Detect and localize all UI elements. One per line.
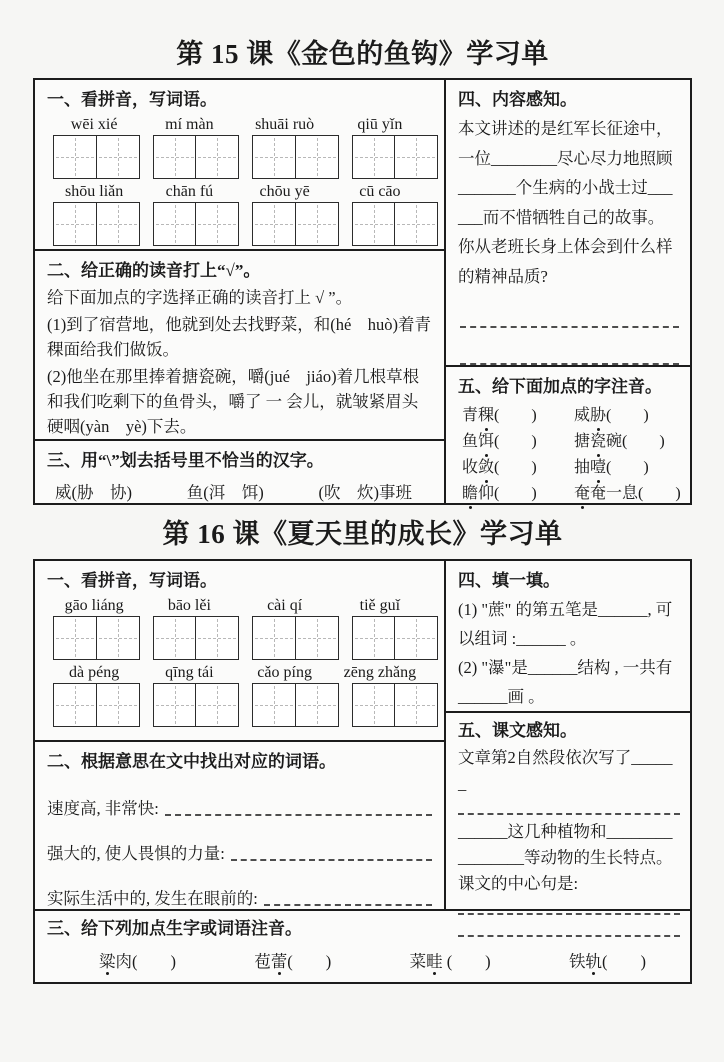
definition-label: 强大的, 使人畏惧的力量: xyxy=(47,844,225,863)
sheet1-right-column xyxy=(446,80,691,503)
dotted-character: 稞 xyxy=(478,403,494,428)
answer-line xyxy=(458,797,680,815)
definition-label: 速度高, 非常快: xyxy=(47,799,159,818)
answer-line xyxy=(460,291,679,328)
tian-zi-ge-cell xyxy=(153,616,197,660)
tian-zi-ge-cell xyxy=(195,202,239,246)
word-box-group xyxy=(252,135,339,179)
word-box-group xyxy=(352,135,439,179)
pinyin-label: dà péng xyxy=(69,664,120,681)
tian-zi-ge-cell xyxy=(295,683,339,727)
pinyin-label: qīng tái xyxy=(165,664,214,681)
answer-line xyxy=(460,328,679,365)
word-box-group xyxy=(53,616,140,660)
word-box-group xyxy=(352,616,439,660)
pinyin-writing-grid xyxy=(47,597,434,727)
pinyin-label: bāo lěi xyxy=(167,597,211,614)
dotted-character: 轨 xyxy=(585,948,602,972)
tian-zi-ge-cell xyxy=(252,135,296,179)
section-header: 五、课文感知。 xyxy=(458,721,577,740)
dotted-character: 奄 xyxy=(574,481,590,506)
pinyin-label: wēi xié xyxy=(70,116,118,133)
sheet2-top-row xyxy=(35,561,690,909)
annotate-pinyin-row xyxy=(47,943,680,972)
character-choice-row xyxy=(47,475,434,503)
worksheet-page xyxy=(0,38,724,1062)
definition-line xyxy=(47,795,434,819)
answer-line xyxy=(165,814,432,816)
tian-zi-ge-cell xyxy=(252,202,296,246)
tian-zi-ge-cell xyxy=(153,202,197,246)
dotted-character: 瞻 xyxy=(462,481,478,506)
text-line: (2)他坐在那里捧着搪瓷碗，嚼(jué jiáo)着几根草根和我们吃剩下的鱼骨头，嚼了 一 会儿，就皱紧眉头硬咽(yàn yè)下去。 xyxy=(47,367,420,436)
pinyin-label: cū cāo xyxy=(359,183,401,200)
tian-zi-ge-cell xyxy=(295,616,339,660)
word-box-group xyxy=(53,202,140,246)
tian-zi-ge-cell xyxy=(195,683,239,727)
annotate-item: 搪瓷碗( ) xyxy=(574,429,681,454)
pinyin-writing-grid xyxy=(47,116,434,246)
text-line: (1) "蔗" 的第五笔是______, 可以组词 :______ 。 xyxy=(458,600,673,648)
word-box-group xyxy=(53,683,140,727)
dotted-character: 敛 xyxy=(478,455,494,480)
sheet2-section-find-words-by-meaning xyxy=(35,742,444,909)
writing-grid-row xyxy=(47,135,434,179)
annotate-item: 铁轨( ) xyxy=(569,948,646,972)
sheet2-table xyxy=(33,559,692,984)
annotate-item: 苞蕾( ) xyxy=(254,948,331,972)
annotate-pinyin-grid xyxy=(458,401,681,506)
tian-zi-ge-cell xyxy=(195,616,239,660)
tian-zi-ge-cell xyxy=(252,683,296,727)
sheet2-section-annotate-pinyin xyxy=(35,909,690,982)
writing-grid-row xyxy=(47,683,434,727)
section-header: 三、给下列加点生字或词语注音。 xyxy=(47,919,302,938)
text-line: (1)到了宿营地，他就到处去找野菜，和(hé huò)着青稞面给我们做饭。 xyxy=(47,315,432,359)
tian-zi-ge-cell xyxy=(53,616,97,660)
tian-zi-ge-cell xyxy=(96,683,140,727)
answer-line xyxy=(231,859,432,861)
annotate-item: 青稞( ) xyxy=(462,403,574,428)
section-header: 一、看拼音，写词语。 xyxy=(47,90,217,109)
pinyin-label: chān fú xyxy=(165,183,214,200)
pinyin-label: shōu liǎn xyxy=(65,183,124,200)
pinyin-label: zēng zhǎng xyxy=(343,664,417,681)
annotate-item: 收敛( ) xyxy=(462,455,574,480)
sheet2-section-text-comprehension xyxy=(446,713,690,941)
tian-zi-ge-cell xyxy=(252,616,296,660)
annotate-item: 粱肉( ) xyxy=(99,948,176,972)
sheet2-left-column xyxy=(35,561,446,909)
definition-label: 实际生活中的, 发生在眼前的: xyxy=(47,889,258,908)
word-box-group xyxy=(252,616,339,660)
pinyin-row xyxy=(47,183,434,201)
sheet2-section-pinyin-words xyxy=(35,561,444,742)
pinyin-label: cǎo píng xyxy=(257,664,312,681)
sheet1-section-pinyin-words xyxy=(35,80,444,251)
word-box-group xyxy=(153,683,240,727)
tian-zi-ge-cell xyxy=(53,202,97,246)
section-header: 一、看拼音，写词语。 xyxy=(47,571,217,590)
pinyin-row xyxy=(47,664,434,682)
text-line: (2) "瀑"是______结构 , 一共有______画 。 xyxy=(458,658,673,706)
pinyin-label: mí màn xyxy=(165,116,214,133)
pinyin-label: tiě guǐ xyxy=(359,597,401,614)
word-box-group xyxy=(352,202,439,246)
writing-grid-row xyxy=(47,202,434,246)
pinyin-label: shuāi ruò xyxy=(255,116,315,133)
text-line: ________等动物的生长特点。 xyxy=(458,848,673,867)
answer-line xyxy=(264,904,432,906)
tian-zi-ge-cell xyxy=(394,616,438,660)
tian-zi-ge-cell xyxy=(352,616,396,660)
definition-line xyxy=(47,885,434,909)
sheet1-section-choose-pronunciation xyxy=(35,251,444,441)
annotate-item: 鱼(洱 饵) xyxy=(186,483,264,502)
word-box-group xyxy=(352,683,439,727)
tian-zi-ge-cell xyxy=(96,202,140,246)
annotate-item: 瞻仰( ) xyxy=(462,481,574,506)
annotate-item: 鱼饵( ) xyxy=(462,429,574,454)
tian-zi-ge-cell xyxy=(352,135,396,179)
text-line: 本文讲述的是红军长征途中，一位________尽心尽力地照顾_______个生病的小战士过______而不惜牺牲自己的故事。你从老班长身上体会到什么样的精神品质? xyxy=(458,119,673,286)
word-box-group xyxy=(153,616,240,660)
section-header: 三、用“\”划去括号里不恰当的汉字。 xyxy=(47,451,324,470)
tian-zi-ge-cell xyxy=(394,135,438,179)
dotted-character: 畦 xyxy=(426,948,443,972)
writing-grid-row xyxy=(47,616,434,660)
annotate-item: (吹 炊)事班 xyxy=(318,483,412,502)
exercise-text xyxy=(47,285,434,439)
definition-line xyxy=(47,840,434,864)
fill-in-text xyxy=(458,595,680,711)
pinyin-row xyxy=(47,116,434,134)
section-header: 四、填一填。 xyxy=(458,571,560,590)
tian-zi-ge-cell xyxy=(394,683,438,727)
sheet1-section-content-comprehension xyxy=(446,80,691,367)
section-header: 二、给正确的读音打上“√”。 xyxy=(47,261,261,280)
dotted-character: 蕾 xyxy=(271,948,288,972)
annotate-item: 奄奄一息( ) xyxy=(574,481,681,506)
tian-zi-ge-cell xyxy=(53,683,97,727)
definition-lines xyxy=(47,795,434,909)
dotted-character: 噎 xyxy=(590,455,606,480)
word-box-group xyxy=(252,202,339,246)
sheet1-section-cross-out-wrong-character xyxy=(35,441,444,503)
sheet1-table xyxy=(33,78,692,505)
dotted-character: 饵 xyxy=(478,429,494,454)
tian-zi-ge-cell xyxy=(53,135,97,179)
annotate-item: 抽噎( ) xyxy=(574,455,681,480)
tian-zi-ge-cell xyxy=(153,683,197,727)
pinyin-label: qiū yǐn xyxy=(357,116,403,133)
word-box-group xyxy=(153,135,240,179)
tian-zi-ge-cell xyxy=(352,683,396,727)
pinyin-label: cài qí xyxy=(267,597,303,614)
tian-zi-ge-cell xyxy=(295,202,339,246)
sheet2-right-column xyxy=(446,561,690,909)
pinyin-label: chōu yē xyxy=(259,183,310,200)
comprehension-text xyxy=(458,114,681,365)
annotate-item: 菜畦 ( ) xyxy=(410,948,491,972)
sheet1-section-annotate-pinyin xyxy=(446,367,691,506)
text-line: ______这几种植物和________ xyxy=(458,822,673,841)
word-box-group xyxy=(252,683,339,727)
word-box-group xyxy=(53,135,140,179)
tian-zi-ge-cell xyxy=(295,135,339,179)
annotate-item: 威(胁 协) xyxy=(55,483,132,502)
text-line: 文章第2自然段依次写了______ xyxy=(458,748,673,793)
sheet1-left-column xyxy=(35,80,446,503)
annotate-item: 威胁( ) xyxy=(574,403,681,428)
word-box-group xyxy=(153,202,240,246)
tian-zi-ge-cell xyxy=(195,135,239,179)
pinyin-label: gāo liáng xyxy=(64,597,124,614)
tian-zi-ge-cell xyxy=(96,135,140,179)
dotted-character: 瓷 xyxy=(590,429,606,454)
section-header: 四、内容感知。 xyxy=(458,90,577,109)
tian-zi-ge-cell xyxy=(394,202,438,246)
section-header: 二、根据意思在文中找出对应的词语。 xyxy=(47,752,336,771)
pinyin-row xyxy=(47,597,434,615)
tian-zi-ge-cell xyxy=(153,135,197,179)
dotted-character: 胁 xyxy=(590,403,606,428)
text-line: 课文的中心句是: xyxy=(458,874,579,893)
sheet1-title: 第 15 课《金色的鱼钩》学习单 xyxy=(176,39,549,69)
section-header: 五、给下面加点的字注音。 xyxy=(458,377,662,396)
sheet2-section-fill-in xyxy=(446,561,690,713)
dotted-character: 粱 xyxy=(99,948,116,972)
tian-zi-ge-cell xyxy=(96,616,140,660)
text-line: 给下面加点的字选择正确的读音打上 √ ”。 xyxy=(47,288,353,307)
sheet2-title: 第 16 课《夏天里的成长》学习单 xyxy=(162,519,563,549)
tian-zi-ge-cell xyxy=(352,202,396,246)
